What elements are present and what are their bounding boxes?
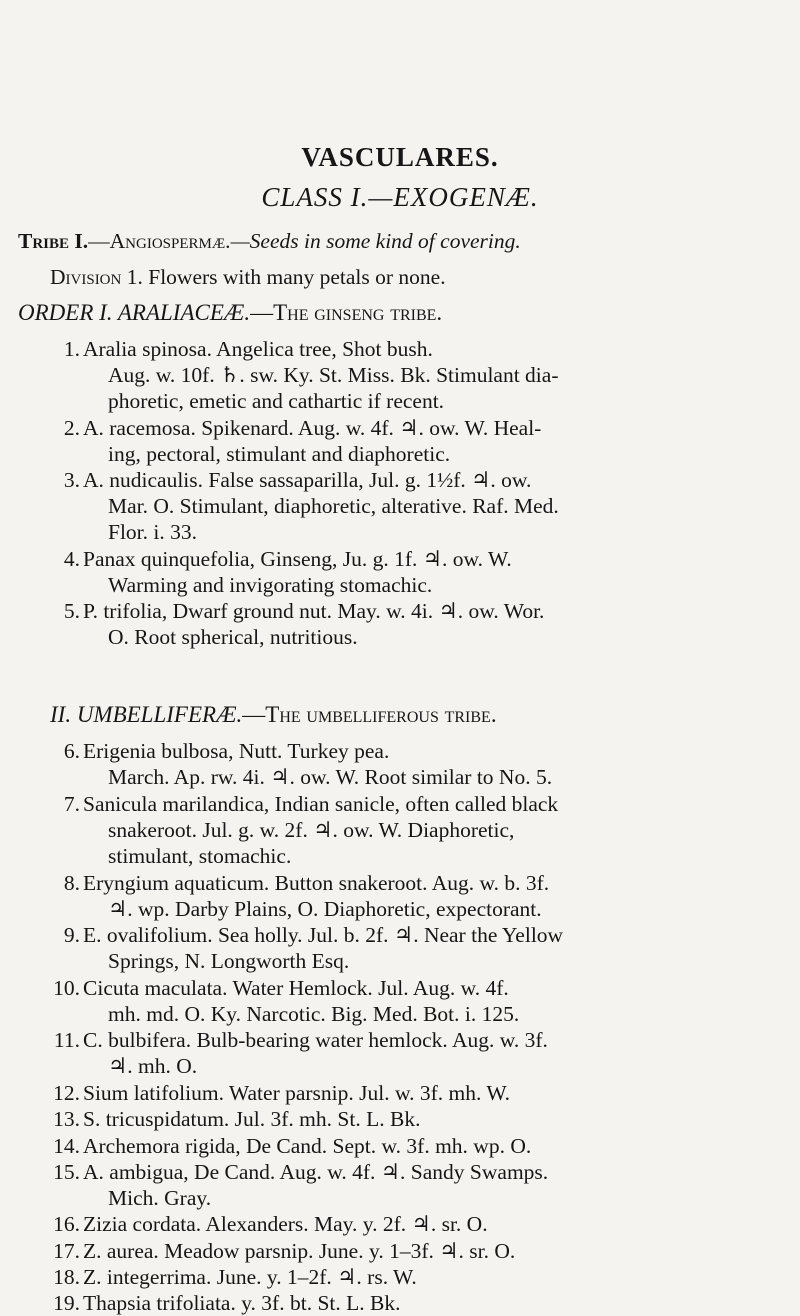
order2-tribe: —The umbelliferous tribe.: [242, 702, 497, 727]
entry-line: Sanicula marilandica, Indian sanicle, often called black: [83, 791, 559, 816]
entry-line: Mich. Gray.: [108, 1185, 212, 1210]
entry-number: 8.: [63, 870, 80, 895]
entry-line: Mar. O. Stimulant, diaphoretic, alterative. Raf. Med.: [108, 494, 559, 518]
entry-line: Sium latifolium. Water parsnip. Jul. w. 3f. mh. W.: [83, 1080, 511, 1105]
entry-text: [83, 975, 763, 1027]
entry-text: [83, 1080, 763, 1106]
entry-number: 13.: [53, 1107, 80, 1132]
page-heading: VASCULARES.: [301, 142, 499, 172]
entry-text: [83, 546, 763, 598]
tribe-label: Tribe I.: [18, 229, 89, 253]
entry-line: C. bulbifera. Bulb-bearing water hemlock. Aug. w. 3f.: [83, 1028, 548, 1053]
entry-text: [83, 467, 763, 545]
order2-title: II. UMBELLIFERÆ.: [50, 702, 243, 727]
entry-number: 3.: [63, 468, 80, 492]
entry-number: 9.: [63, 923, 80, 948]
entry-number: 5.: [63, 599, 80, 623]
entry-line: March. Ap. rw. 4i. ♃. ow. W. Root similar to No. 5.: [108, 765, 553, 789]
entry-text: [83, 415, 763, 467]
entry-text: [83, 922, 763, 974]
entry-line: A. racemosa. Spikenard. Aug. w. 4f. ♃. ow. W. Heal-: [83, 415, 542, 440]
entry-line: Zizia cordata. Alexanders. May. y. 2f. ♃. sr. O.: [83, 1212, 488, 1237]
entry-line: E. ovalifolium. Sea holly. Jul. b. 2f. ♃. Near the Yellow: [83, 923, 564, 948]
entry-line: Springs, N. Longworth Esq.: [108, 949, 350, 974]
entry-number: 6.: [63, 739, 80, 763]
entry-line: ♃. wp. Darby Plains, O. Diaphoretic, expectorant.: [108, 896, 542, 921]
entry-text: [83, 1027, 763, 1079]
entry-line: Thapsia trifoliata. y. 3f. bt. St. L. Bk.: [83, 1291, 401, 1316]
entry-text: [83, 1211, 763, 1237]
entry-line: ing, pectoral, stimulant and diaphoretic.: [108, 441, 451, 466]
entry-line: Flor. i. 33.: [108, 520, 198, 544]
tribe-desc: —Seeds in some kind of covering.: [230, 229, 521, 253]
entry-line: Aralia spinosa. Angelica tree, Shot bush.: [83, 337, 433, 361]
entry-line: Panax quinquefolia, Ginseng, Ju. g. 1f. ♃. ow. W.: [83, 546, 512, 571]
entry-text: [83, 1264, 763, 1290]
entry-line: Warming and invigorating stomachic.: [108, 572, 433, 597]
division-text: Flowers with many petals or none.: [148, 265, 446, 289]
entry-number: 17.: [53, 1238, 80, 1263]
entry-line: Archemora rigida, De Cand. Sept. w. 3f. mh. wp. O.: [83, 1133, 532, 1158]
entry-line: phoretic, emetic and cathartic if recent.: [108, 389, 445, 413]
entry-text: [83, 1133, 763, 1159]
entry-line: Eryngium aquaticum. Button snakeroot. Aug. w. b. 3f.: [83, 870, 550, 895]
entry-number: 10.: [53, 975, 80, 1000]
entry-line: stimulant, stomachic.: [108, 843, 292, 868]
entry-line: ♃. mh. O.: [108, 1054, 198, 1079]
entry-line: Z. integerrima. June. y. 1–2f. ♃. rs. W.: [83, 1265, 417, 1289]
entry-text: [83, 870, 763, 922]
entry-line: A. nudicaulis. False sassaparilla, Jul. g. 1½f. ♃. ow.: [83, 468, 532, 492]
entry-text: [83, 1106, 763, 1132]
entry-text: [83, 1159, 763, 1211]
order1-tribe: —The ginseng tribe.: [250, 300, 443, 325]
entry-text: [83, 1238, 763, 1264]
entry-number: 19.: [53, 1291, 80, 1316]
entry-number: 12.: [53, 1080, 80, 1105]
entry-line: A. ambigua, De Cand. Aug. w. 4f. ♃. Sandy Swamps.: [83, 1159, 549, 1184]
order1-title: ORDER I. ARALIACEÆ.: [18, 300, 251, 325]
entry-line: S. tricuspidatum. Jul. 3f. mh. St. L. Bk.: [83, 1107, 421, 1132]
entry-number: 7.: [63, 791, 80, 816]
entry-text: [83, 791, 763, 869]
entry-line: Aug. w. 10f. ♄. sw. Ky. St. Miss. Bk. Stimulant dia-: [108, 363, 559, 387]
entry-number: 14.: [53, 1133, 80, 1158]
entry-line: O. Root spherical, nutritious.: [108, 625, 358, 649]
tribe-name: —Angiospermæ.: [88, 229, 231, 253]
entry-number: 4.: [63, 546, 80, 571]
entry-line: Cicuta maculata. Water Hemlock. Jul. Aug. w. 4f.: [83, 975, 509, 1000]
entry-number: 18.: [53, 1265, 80, 1289]
division-label: Division 1.: [50, 265, 143, 289]
entry-line: P. trifolia, Dwarf ground nut. May. w. 4i. ♃. ow. Wor.: [83, 599, 545, 623]
class-heading: CLASS I.—EXOGENÆ.: [261, 182, 539, 212]
entry-line: Z. aurea. Meadow parsnip. June. y. 1–3f. ♃. sr. O.: [83, 1238, 516, 1263]
entry-text: [83, 598, 763, 650]
entry-line: snakeroot. Jul. g. w. 2f. ♃. ow. W. Diaphoretic,: [108, 817, 515, 842]
entry-number: 2.: [63, 415, 80, 440]
entry-line: mh. md. O. Ky. Narcotic. Big. Med. Bot. i. 125.: [108, 1001, 520, 1026]
entry-text: [83, 1290, 763, 1316]
entry-number: 11.: [53, 1028, 80, 1053]
entry-number: 15.: [53, 1159, 80, 1184]
entry-text: [83, 336, 763, 414]
entry-number: 16.: [53, 1212, 80, 1237]
entry-number: 1.: [63, 337, 80, 361]
entry-text: [83, 738, 763, 790]
entry-line: Erigenia bulbosa, Nutt. Turkey pea.: [83, 739, 390, 763]
